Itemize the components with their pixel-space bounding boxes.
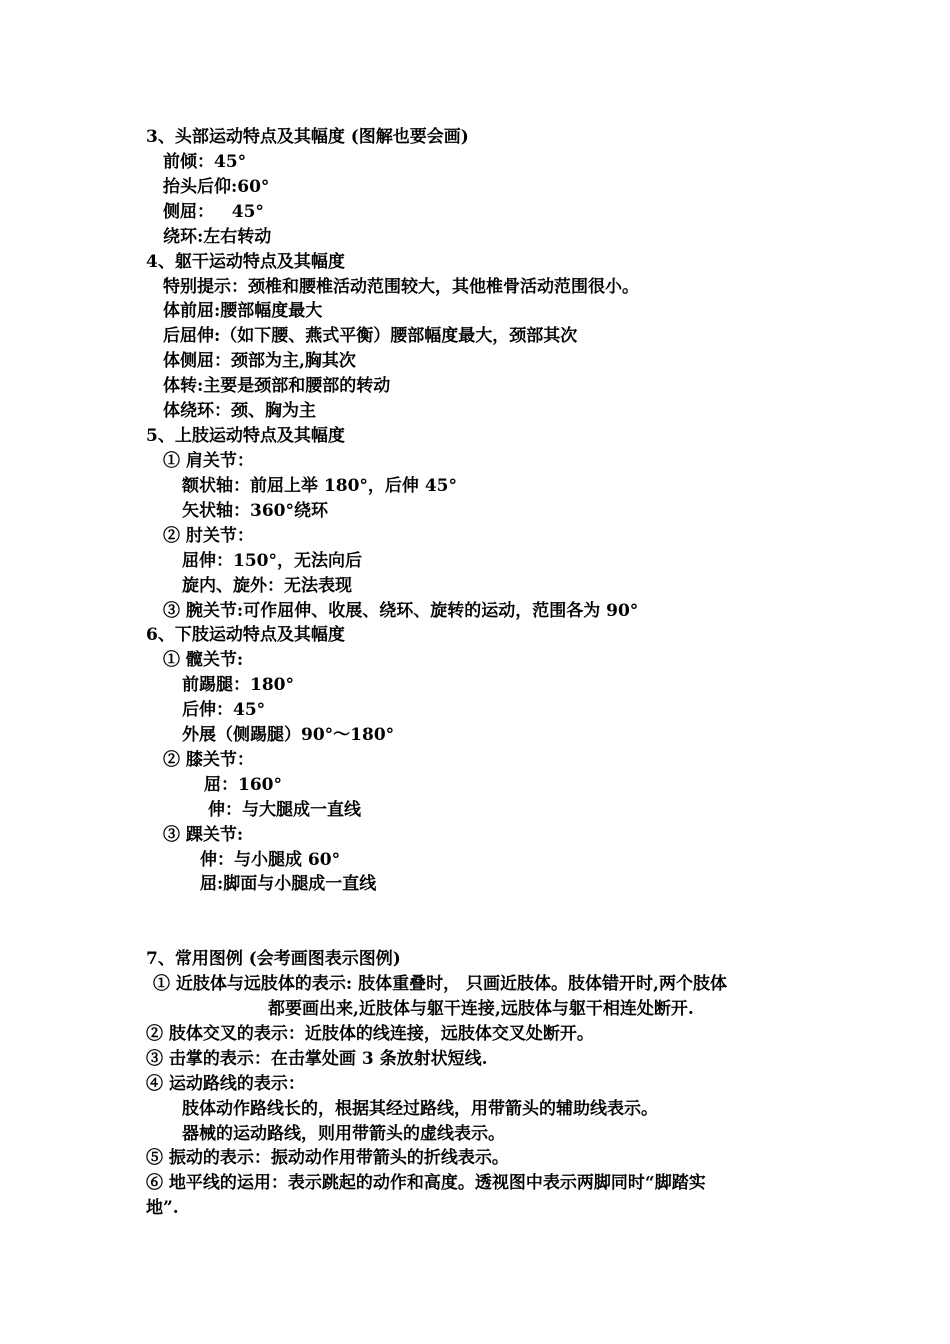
- text-line: 抬头后仰:60°: [163, 177, 270, 197]
- heading-upper-limb: 5、上肢运动特点及其幅度: [146, 426, 345, 446]
- text-line: ③ 踝关节:: [163, 825, 244, 845]
- heading-common-legends: 7、常用图例 (会考画图表示图例): [146, 949, 401, 969]
- text-line: ② 肢体交叉的表示：近肢体的线连接，远肢体交叉处断开。: [146, 1024, 594, 1044]
- text-line: 都要画出来,近肢体与躯干连接,远肢体与躯干相连处断开.: [268, 999, 694, 1019]
- text-line: 后屈伸:（如下腰、燕式平衡）腰部幅度最大，颈部其次: [163, 326, 578, 346]
- text-line: ⑤ 振动的表示：振动动作用带箭头的折线表示。: [146, 1148, 509, 1168]
- text-line: 特别提示：颈椎和腰椎活动范围较大，其他椎骨活动范围很小。: [163, 277, 639, 297]
- text-line: 伸：与大腿成一直线: [208, 800, 361, 820]
- text-line: 体侧屈：颈部为主,胸其次: [163, 351, 356, 371]
- text-line: 体绕环：颈、胸为主: [163, 401, 316, 421]
- text-line: 额状轴：前屈上举 180°，后伸 45°: [182, 476, 457, 496]
- text-line: ③ 腕关节:可作屈伸、收展、绕环、旋转的运动，范围各为 90°: [163, 601, 639, 621]
- text-line: ① 肩关节：: [163, 451, 254, 471]
- heading-head-movement: 3、头部运动特点及其幅度 (图解也要会画): [146, 127, 469, 147]
- text-line: ① 近肢体与远肢体的表示: 肢体重叠时， 只画近肢体。肢体错开时,两个肢体: [153, 974, 727, 994]
- text-line: 伸：与小腿成 60°: [200, 850, 341, 870]
- text-line: 前踢腿：180°: [182, 675, 294, 695]
- text-line: ② 肘关节：: [163, 526, 254, 546]
- text-line: ④ 运动路线的表示：: [146, 1074, 305, 1094]
- text-line: 屈伸：150°，无法向后: [182, 551, 362, 571]
- heading-lower-limb: 6、下肢运动特点及其幅度: [146, 625, 345, 645]
- text-line: 屈：160°: [204, 775, 282, 795]
- text-line: 绕环:左右转动: [163, 227, 272, 247]
- text-line: 侧屈： 45°: [163, 202, 264, 222]
- text-line: ① 髋关节:: [163, 650, 244, 670]
- text-line: 器械的运动路线，则用带箭头的虚线表示。: [182, 1124, 505, 1144]
- text-line: 外展（侧踢腿）90°～180°: [182, 725, 395, 745]
- text-line: 体前屈:腰部幅度最大: [163, 301, 323, 321]
- text-line: 矢状轴：360°绕环: [182, 501, 328, 521]
- text-line: 后伸：45°: [182, 700, 266, 720]
- text-line: 前倾：45°: [163, 152, 247, 172]
- text-line: 地”.: [146, 1198, 179, 1218]
- text-line: 体转:主要是颈部和腰部的转动: [163, 376, 391, 396]
- text-line: 肢体动作路线长的，根据其经过路线，用带箭头的辅助线表示。: [182, 1099, 658, 1119]
- text-line: 旋内、旋外：无法表现: [182, 576, 352, 596]
- heading-trunk-movement: 4、躯干运动特点及其幅度: [146, 252, 345, 272]
- text-line: 屈:脚面与小腿成一直线: [200, 874, 377, 894]
- text-line: ③ 击掌的表示：在击掌处画 3 条放射状短线.: [146, 1049, 488, 1069]
- text-line: ⑥ 地平线的运用：表示跳起的动作和高度。透视图中表示两脚同时“脚踏实: [146, 1173, 706, 1193]
- text-line: ② 膝关节：: [163, 750, 254, 770]
